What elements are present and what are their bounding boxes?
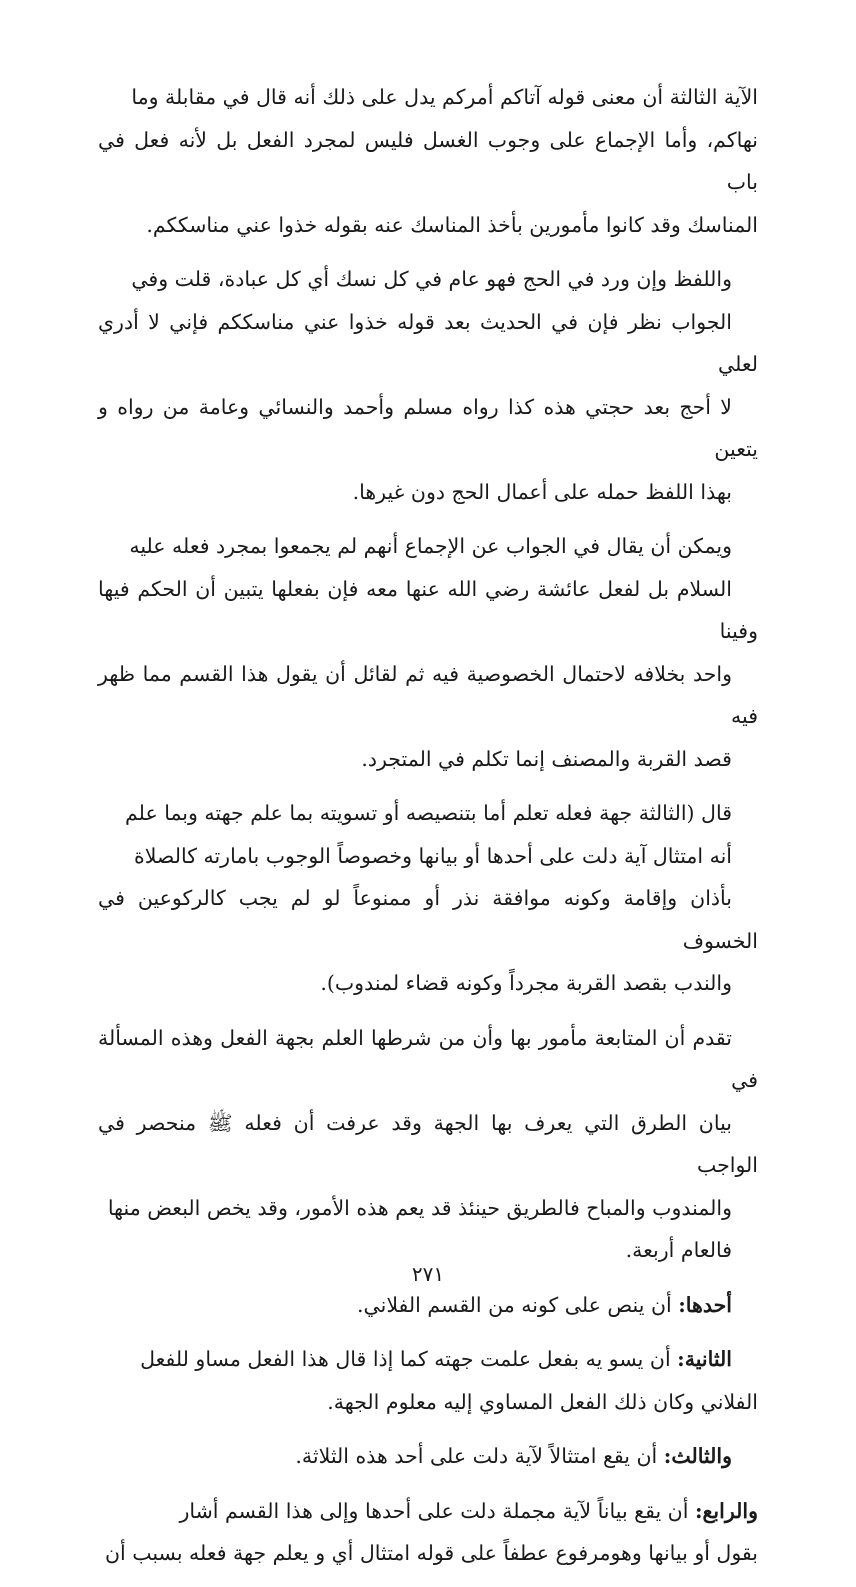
text-line: الآية الثالثة أن معنى قوله آتاكم أمركم يدل على ذلك أنه قال في مقابلة وما (131, 85, 758, 109)
paragraph-2 (98, 258, 758, 513)
text-line: أنه امتثال آية دلت على أحدها أو بيانها وخصوصاً الوجوب بامارته كالصلاة (133, 843, 732, 868)
text-line: الجواب نظر فإن في الحديث بعد قوله خذوا عني مناسككم فإني لا أدري لعلي (98, 309, 758, 376)
text-line: والمندوب والمباح فالطريق حينئذ قد يعم هذه الأمور، وقد يخص البعض منها (107, 1195, 732, 1220)
item-label: أحدها: (678, 1292, 732, 1317)
text-line: قصد القربة والمصنف إنما تكلم في المتجرد. (361, 746, 732, 771)
text-line: السلام بل لفعل عائشة رضي الله عنها معه فإن بفعلها يتبين أن الحكم فيها وفينا (98, 576, 758, 643)
text-line: تقدم أن المتابعة مأمور بها وأن من شرطها العلم بجهة الفعل وهذه المسألة في (98, 1025, 758, 1092)
item-label: والثالث: (663, 1444, 732, 1468)
item-text: أن يقع بياناً لآية مجملة دلت على أحدها وإلى هذا القسم أشار (179, 1498, 695, 1523)
item-text: أن يسو يه بفعل علمت جهته كما إذا قال هذا الفعل مساو للفعل (140, 1347, 678, 1371)
item-text: أن يقع امتثالاً لآية دلت على أحد هذه الثلاثة. (295, 1444, 664, 1468)
text-line: فالعام أربعة. (625, 1238, 732, 1262)
text-line: قال (الثالثة جهة فعله تعلم أما بتنصيصه أو تسويته بما علم جهته وبما علم (125, 801, 732, 825)
text-line: نهاكم، وأما الإجماع على وجوب الغسل فليس لمجرد الفعل بل لأنه فعل في باب (98, 127, 758, 194)
item-third (98, 1435, 758, 1478)
paragraph-1 (98, 76, 758, 246)
text-line: بيان الطرق التي يعرف بها الجهة وقد عرفت أن فعله ﷺ منحصر في الواجب (98, 1110, 758, 1177)
item-text: أن ينص على كونه من القسم الفلاني. (357, 1292, 679, 1317)
text-line: الفلاني وكان ذلك الفعل المساوي إليه معلوم الجهة. (327, 1389, 758, 1414)
text-line (98, 1435, 758, 1478)
text-line: المناسك وقد كانوا مأمورين بأخذ المناسك عنه بقوله خذوا عني مناسككم. (146, 212, 758, 237)
text-line (98, 1338, 758, 1381)
text-line: ويمكن أن يقال في الجواب عن الإجماع أنهم لم يجمعوا بمجرد فعله عليه (129, 534, 732, 558)
text-line (98, 1284, 758, 1327)
text-line: والندب بقصد القربة مجرداً وكونه قضاء لمندوب). (320, 971, 732, 995)
item-first (98, 1284, 758, 1327)
page-number: ٢٧١ (411, 1262, 445, 1286)
text-line (98, 1490, 758, 1533)
item-fourth (98, 1490, 758, 1575)
item-label: والرابع: (694, 1498, 758, 1523)
text-line: واللفظ وإن ورد في الحج فهو عام في كل نسك أي كل عبادة، قلت وفي (131, 267, 732, 291)
item-second (98, 1338, 758, 1423)
paragraph-4 (98, 792, 758, 1005)
text-line: واحد بخلافه لاحتمال الخصوصية فيه ثم لقائل أن يقول هذا القسم مما ظهر فيه (98, 661, 758, 728)
text-line: بقول أو بيانها وهومرفوع عطفاً على قوله امتثال أي و يعلم جهة فعله بسبب أن (104, 1541, 758, 1565)
text-line: بهذا اللفظ حمله على أعمال الحج دون غيرها. (352, 479, 732, 504)
paragraph-3 (98, 525, 758, 780)
paragraph-5 (98, 1017, 758, 1272)
item-label: الثانية: (677, 1347, 732, 1371)
text-line: بأذان وإقامة وكونه موافقة نذر أو ممنوعاً لو لم يجب كالركوعين في الخسوف (98, 886, 758, 953)
page-body (98, 76, 758, 1587)
text-line: لا أحج بعد حجتي هذه كذا رواه مسلم وأحمد والنسائي وعامة من رواه و يتعين (98, 394, 758, 461)
